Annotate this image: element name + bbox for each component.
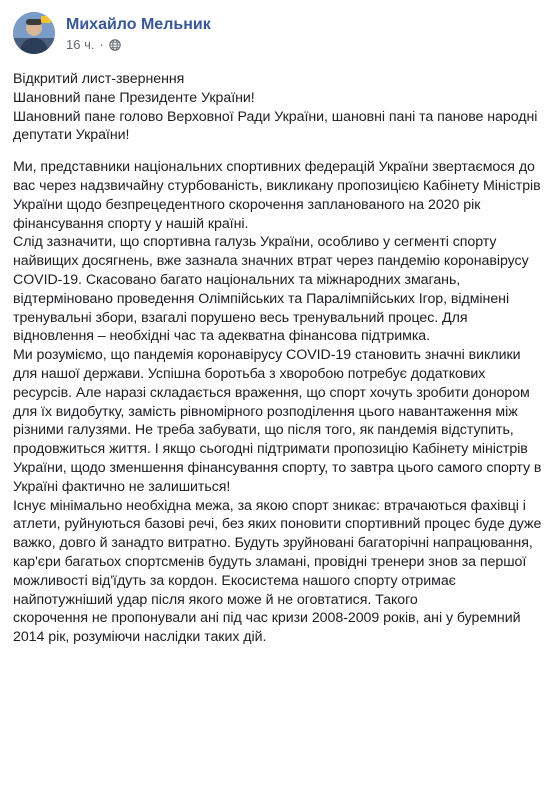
greeting-block — [13, 70, 547, 145]
post-content — [13, 70, 547, 647]
body-paragraph: Існує мінімально необхідна межа, за якою спорт зникає: втрачаються фахівці і атлети, руйнуються базові речі, без яких поновити спортивний процес буде дуже важко, довго й занадто витратно. Будуть зруйновані багаторічні напрацювання, кар'єри багатьох спортсменів будуть зламані, провідні тренери знов за першої можливості від'їдуть за кордон. Екосистема нашого спорту отримає найпотужніший удар після якого може й не оговтатися. Такого — [13, 497, 542, 608]
meta-separator: · — [99, 37, 104, 52]
avatar-photo-icon — [13, 12, 55, 54]
body-paragraph: Ми розуміємо, що пандемія коронавірусу COVID-19 становить значні виклики для нашої держави. Успішна боротьба з хворобою потребує додаткових ресурсів. Але наразі складається враження, що спорт хочуть зробити донором для їх видобутку, замість рівномірного розподілення цього навантаження між різними галузями. Не треба забувати, що після того, як пандемія відступить, продовжиться життя. І якщо сьогодні підтримати пропозицію Кабінету міністрів України, щодо зменшення фінансування спорту, то завтра цього самого спорту в Україні фактично не залишиться! — [13, 347, 542, 495]
post-meta — [66, 12, 211, 53]
post-timestamp[interactable]: 16 ч. — [66, 37, 95, 52]
author-name[interactable]: Михайло Мельник — [66, 16, 211, 33]
body-paragraph: Ми, представники національних спортивних федерацій України звертаємося до вас через надзвичайну стурбованість, викликану пропозицією Кабінету Міністрів України щодо безпрецедентного скорочення запланованого на 2020 рік фінансування спорту у нашій країні. — [13, 159, 541, 232]
letter-body — [13, 158, 547, 647]
greeting-line: Шановний пане голово Верховної Ради України, шановні пані та панове народні депутати України! — [13, 108, 538, 144]
author-avatar[interactable] — [13, 12, 55, 54]
body-paragraph: Слід зазначити, що спортивна галузь України, особливо у сегменті спорту найвищих досягнень, вже зазнала значних втрат через пандемію коронавірусу COVID-19. Скасовано багато національних та міжнародних змагань, відтерміновано проведення Олімпійських та Паралімпійських Ігор, відмінені тренувальні збори, взагалі порушено весь тренувальний процес. Для відновлення – необхідні час та адекватна фінансова підтримка. — [13, 234, 529, 345]
globe-icon[interactable] — [109, 39, 121, 51]
post-subline — [66, 37, 211, 53]
greeting-line: Відкритий лист-звернення — [13, 71, 185, 87]
post-header — [13, 12, 547, 60]
greeting-line: Шановний пане Президенте України! — [13, 89, 255, 106]
body-paragraph: скорочення не пропонували ані під час кризи 2008-2009 років, ані у буремний 2014 рік, розуміючи наслідки таких дій. — [13, 610, 521, 646]
